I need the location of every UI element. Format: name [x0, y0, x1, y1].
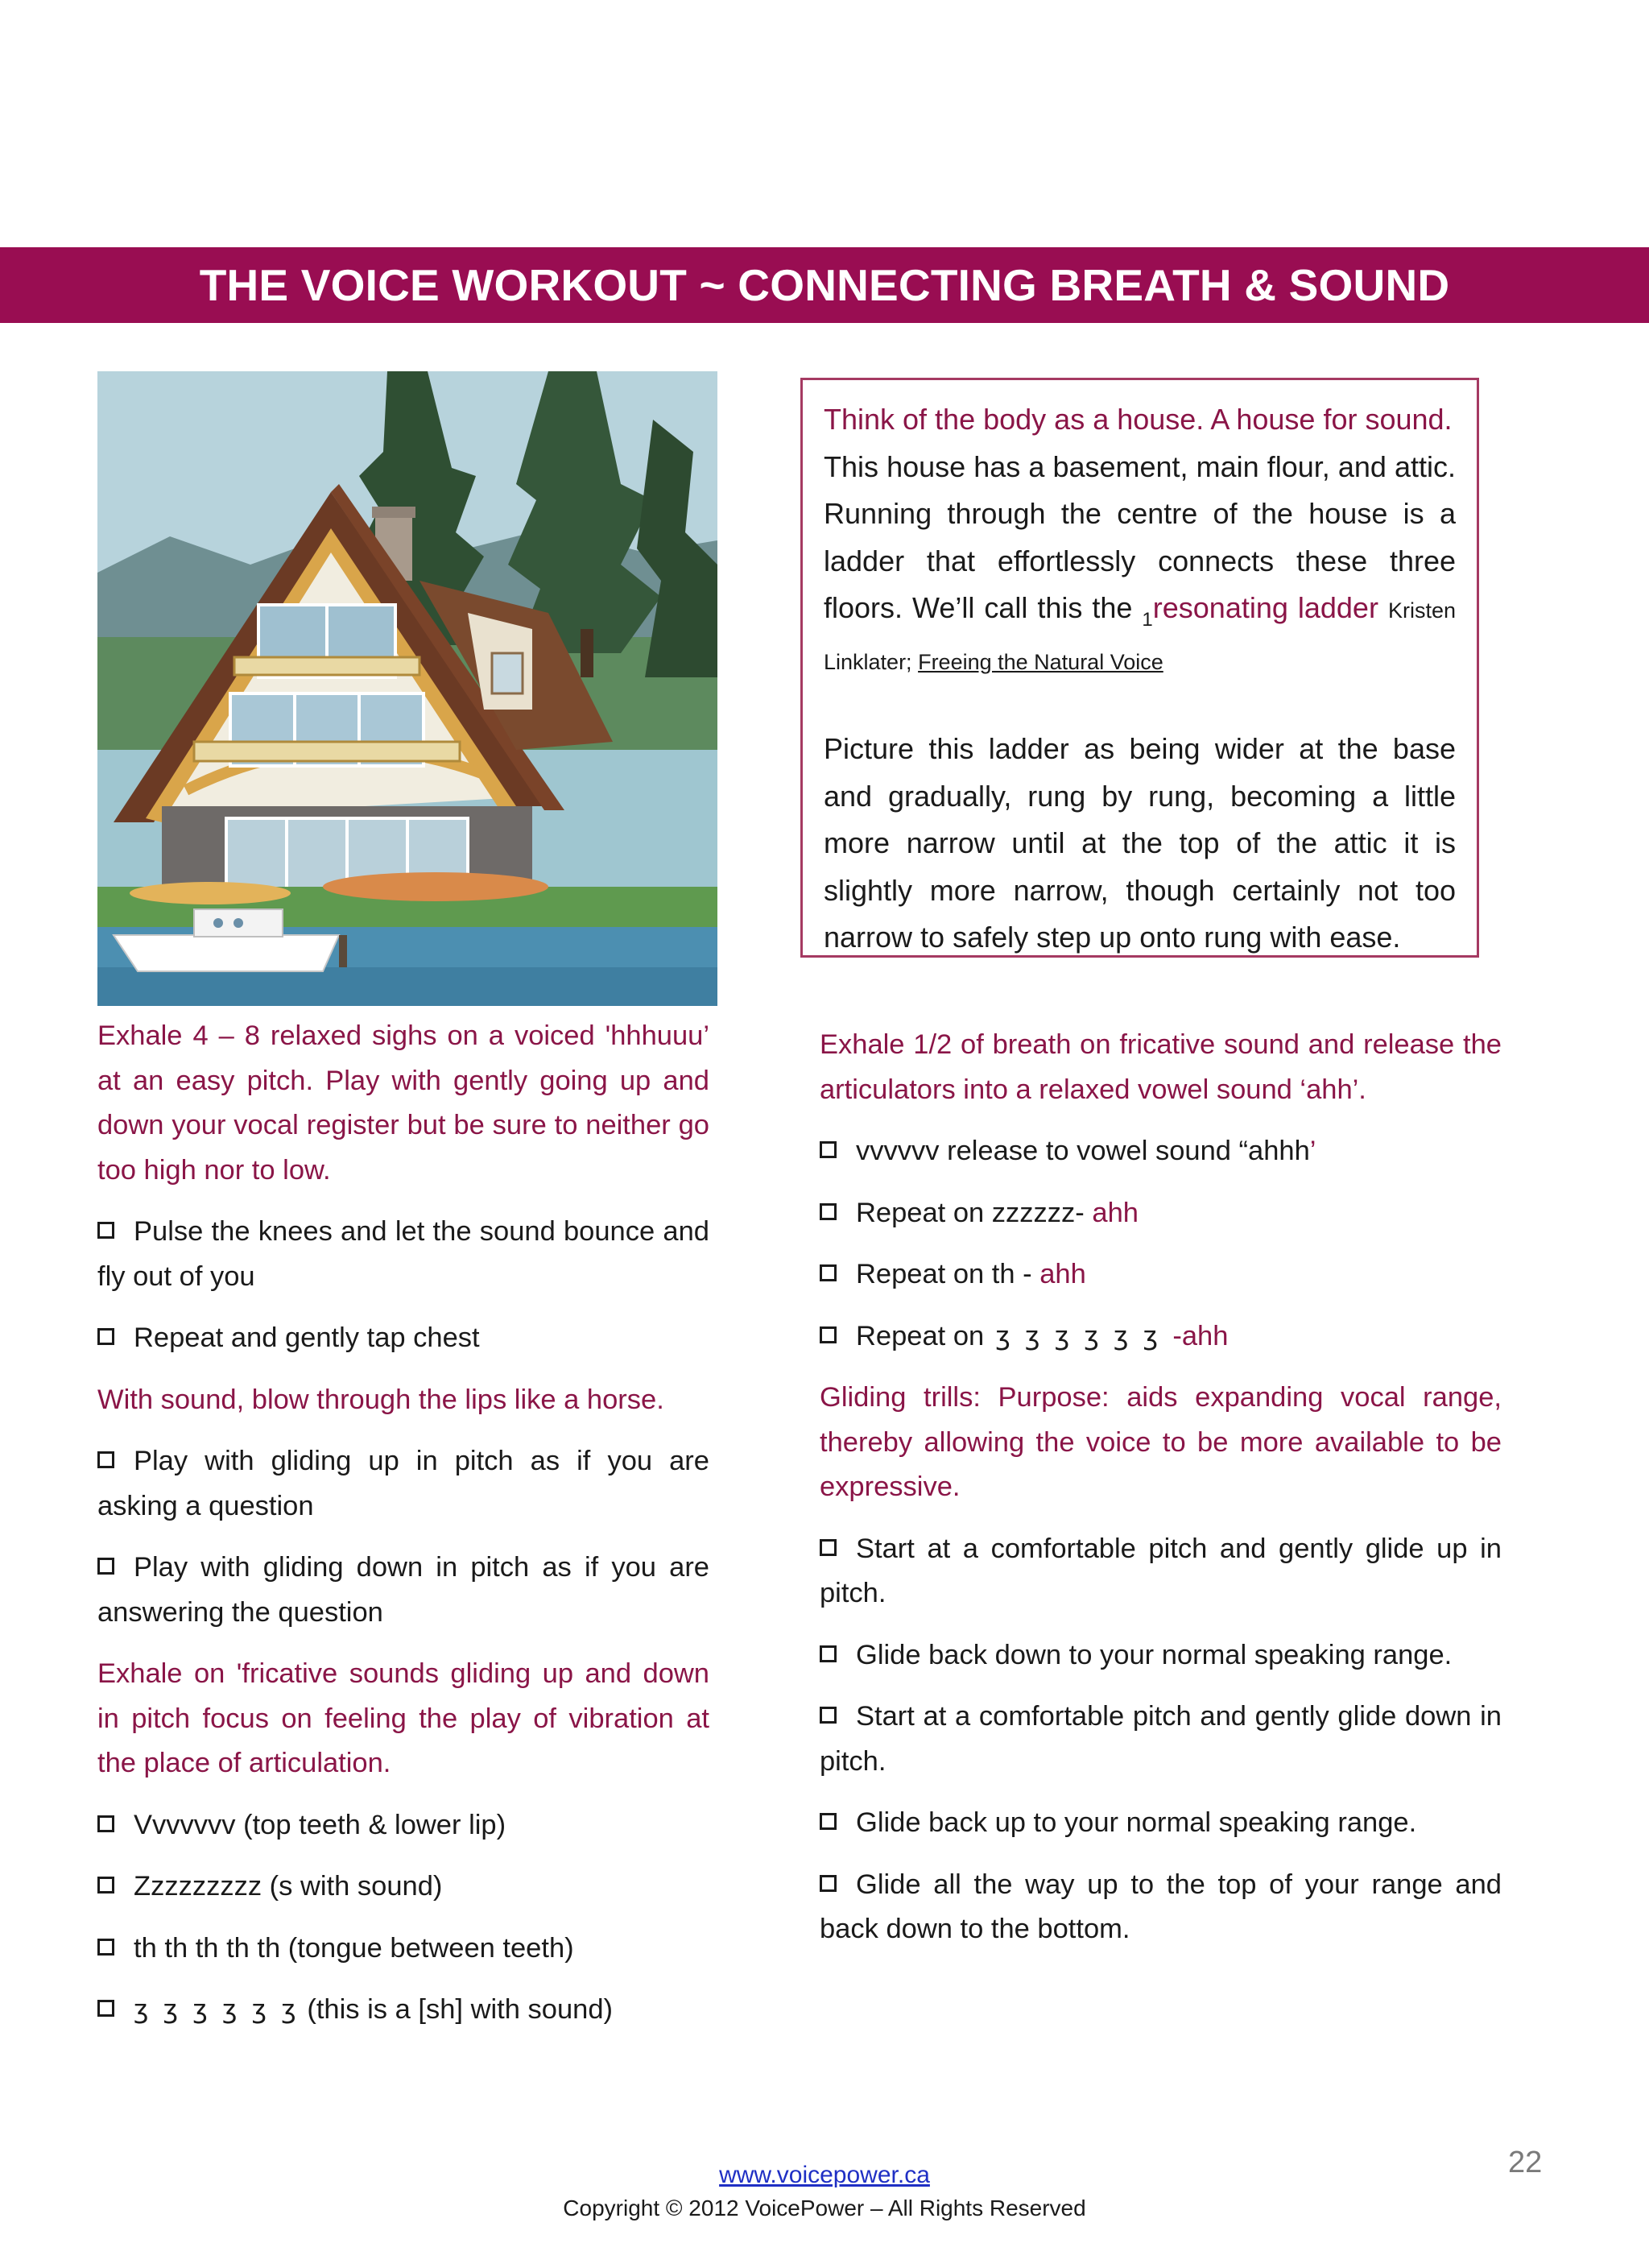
website-link[interactable]: www.voicepower.ca [719, 2162, 930, 2188]
checkbox-icon[interactable] [97, 1939, 114, 1956]
instruction-paragraph: With sound, blow through the lips like a horse. [97, 1384, 664, 1415]
page-title-banner [0, 247, 1649, 323]
checklist-item: Repeat on th - ahh [820, 1252, 1502, 1297]
checkbox-icon[interactable] [820, 1813, 837, 1830]
checkbox-icon[interactable] [820, 1326, 837, 1343]
checkbox-icon[interactable] [97, 1328, 114, 1345]
right-column [820, 1023, 1502, 1969]
checkbox-icon[interactable] [97, 1451, 114, 1468]
checkbox-icon[interactable] [820, 1264, 837, 1281]
checkbox-icon[interactable] [820, 1141, 837, 1158]
resonating-ladder-callout [800, 378, 1479, 958]
checklist-item: Repeat on zzzzzz- ahh [820, 1191, 1502, 1236]
checklist-item: Play with gliding up in pitch as if you are asking a question [97, 1446, 709, 1521]
left-column [97, 1014, 709, 2050]
callout-body-1: This house has a basement, main flour, and attic. Running through the centre of the house is a ladder that effortlessly connects these three floors. We’ll call this the [824, 449, 1456, 624]
citation-title-link[interactable]: Freeing the Natural Voice [918, 649, 1163, 674]
callout-body-2: Picture this ladder as being wider at the base and gradually, rung by rung, becoming a little more narrow until at the top of the attic it is slightly more narrow, though certainly not too narrow to safely step up onto rung with ease. [824, 732, 1456, 954]
checklist-item: Glide back up to your normal speaking range. [820, 1801, 1502, 1846]
checklist-item: Repeat and gently tap chest [97, 1316, 709, 1361]
checklist-item: Repeat on ʒ ʒ ʒ ʒ ʒ ʒ -ahh [820, 1314, 1502, 1360]
checkbox-icon[interactable] [820, 1645, 837, 1662]
citation-author: Kristen Linklater; [824, 598, 1456, 674]
callout-term: resonating ladder [1152, 591, 1378, 624]
checkbox-icon[interactable] [97, 1877, 114, 1893]
checklist-item: vvvvvv release to vowel sound “ahhh’ [820, 1129, 1502, 1174]
checkbox-icon[interactable] [820, 1539, 837, 1556]
checklist-item: Glide back down to your normal speaking range. [820, 1633, 1502, 1678]
a-frame-house-illustration [97, 371, 717, 1006]
checkbox-icon[interactable] [97, 1558, 114, 1575]
checklist-item: Pulse the knees and let the sound bounce and fly out of you [97, 1216, 709, 1292]
checklist-item: th th th th th (tongue between teeth) [97, 1927, 709, 1972]
checkbox-icon[interactable] [820, 1203, 837, 1220]
checklist-item: Zzzzzzzzz (s with sound) [97, 1864, 709, 1910]
callout-lead: Think of the body as a house. A house for sound. [824, 403, 1453, 436]
checklist-item: Play with gliding down in pitch as if you are answering the question [97, 1552, 709, 1628]
checklist-item: Start at a comfortable pitch and gently glide down in pitch. [820, 1701, 1502, 1777]
footnote-mark: 1 [1142, 609, 1153, 631]
instruction-paragraph: Exhale on 'fricative sounds gliding up and down in pitch focus on feeling the play of vibration at the place of articulation. [97, 1658, 709, 1778]
checkbox-icon[interactable] [97, 1815, 114, 1832]
checklist-item: Vvvvvvv (top teeth & lower lip) [97, 1803, 709, 1848]
instruction-paragraph: Exhale 1/2 of breath on fricative sound and release the articulators into a relaxed vowel sound ‘ahh’. [820, 1029, 1502, 1105]
checklist-item: Glide all the way up to the top of your range and back down to the bottom. [820, 1869, 1502, 1944]
checkbox-icon[interactable] [820, 1875, 837, 1892]
checklist-item: Start at a comfortable pitch and gently glide up in pitch. [820, 1533, 1502, 1608]
checkbox-icon[interactable] [97, 2000, 114, 2017]
page-title: THE VOICE WORKOUT ~ CONNECTING BREATH & SOUND [199, 260, 1450, 310]
copyright-notice: Copyright © 2012 VoicePower – All Rights Reserved [563, 2196, 1086, 2220]
page-number: 22 [1508, 2146, 1543, 2179]
checklist-item: ʒ ʒ ʒ ʒ ʒ ʒ (this is a [sh] with sound) [97, 1988, 709, 2033]
checkbox-icon[interactable] [97, 1222, 114, 1239]
instruction-paragraph: Gliding trills: Purpose: aids expanding vocal range, thereby allowing the voice to be more available to be expressive. [820, 1382, 1502, 1502]
checkbox-icon[interactable] [820, 1707, 837, 1724]
instruction-paragraph: Exhale 4 – 8 relaxed sighs on a voiced 'hhhuuu’ at an easy pitch. Play with gently going up and down your vocal register but be sure to neither go too high nor to low. [97, 1020, 709, 1186]
